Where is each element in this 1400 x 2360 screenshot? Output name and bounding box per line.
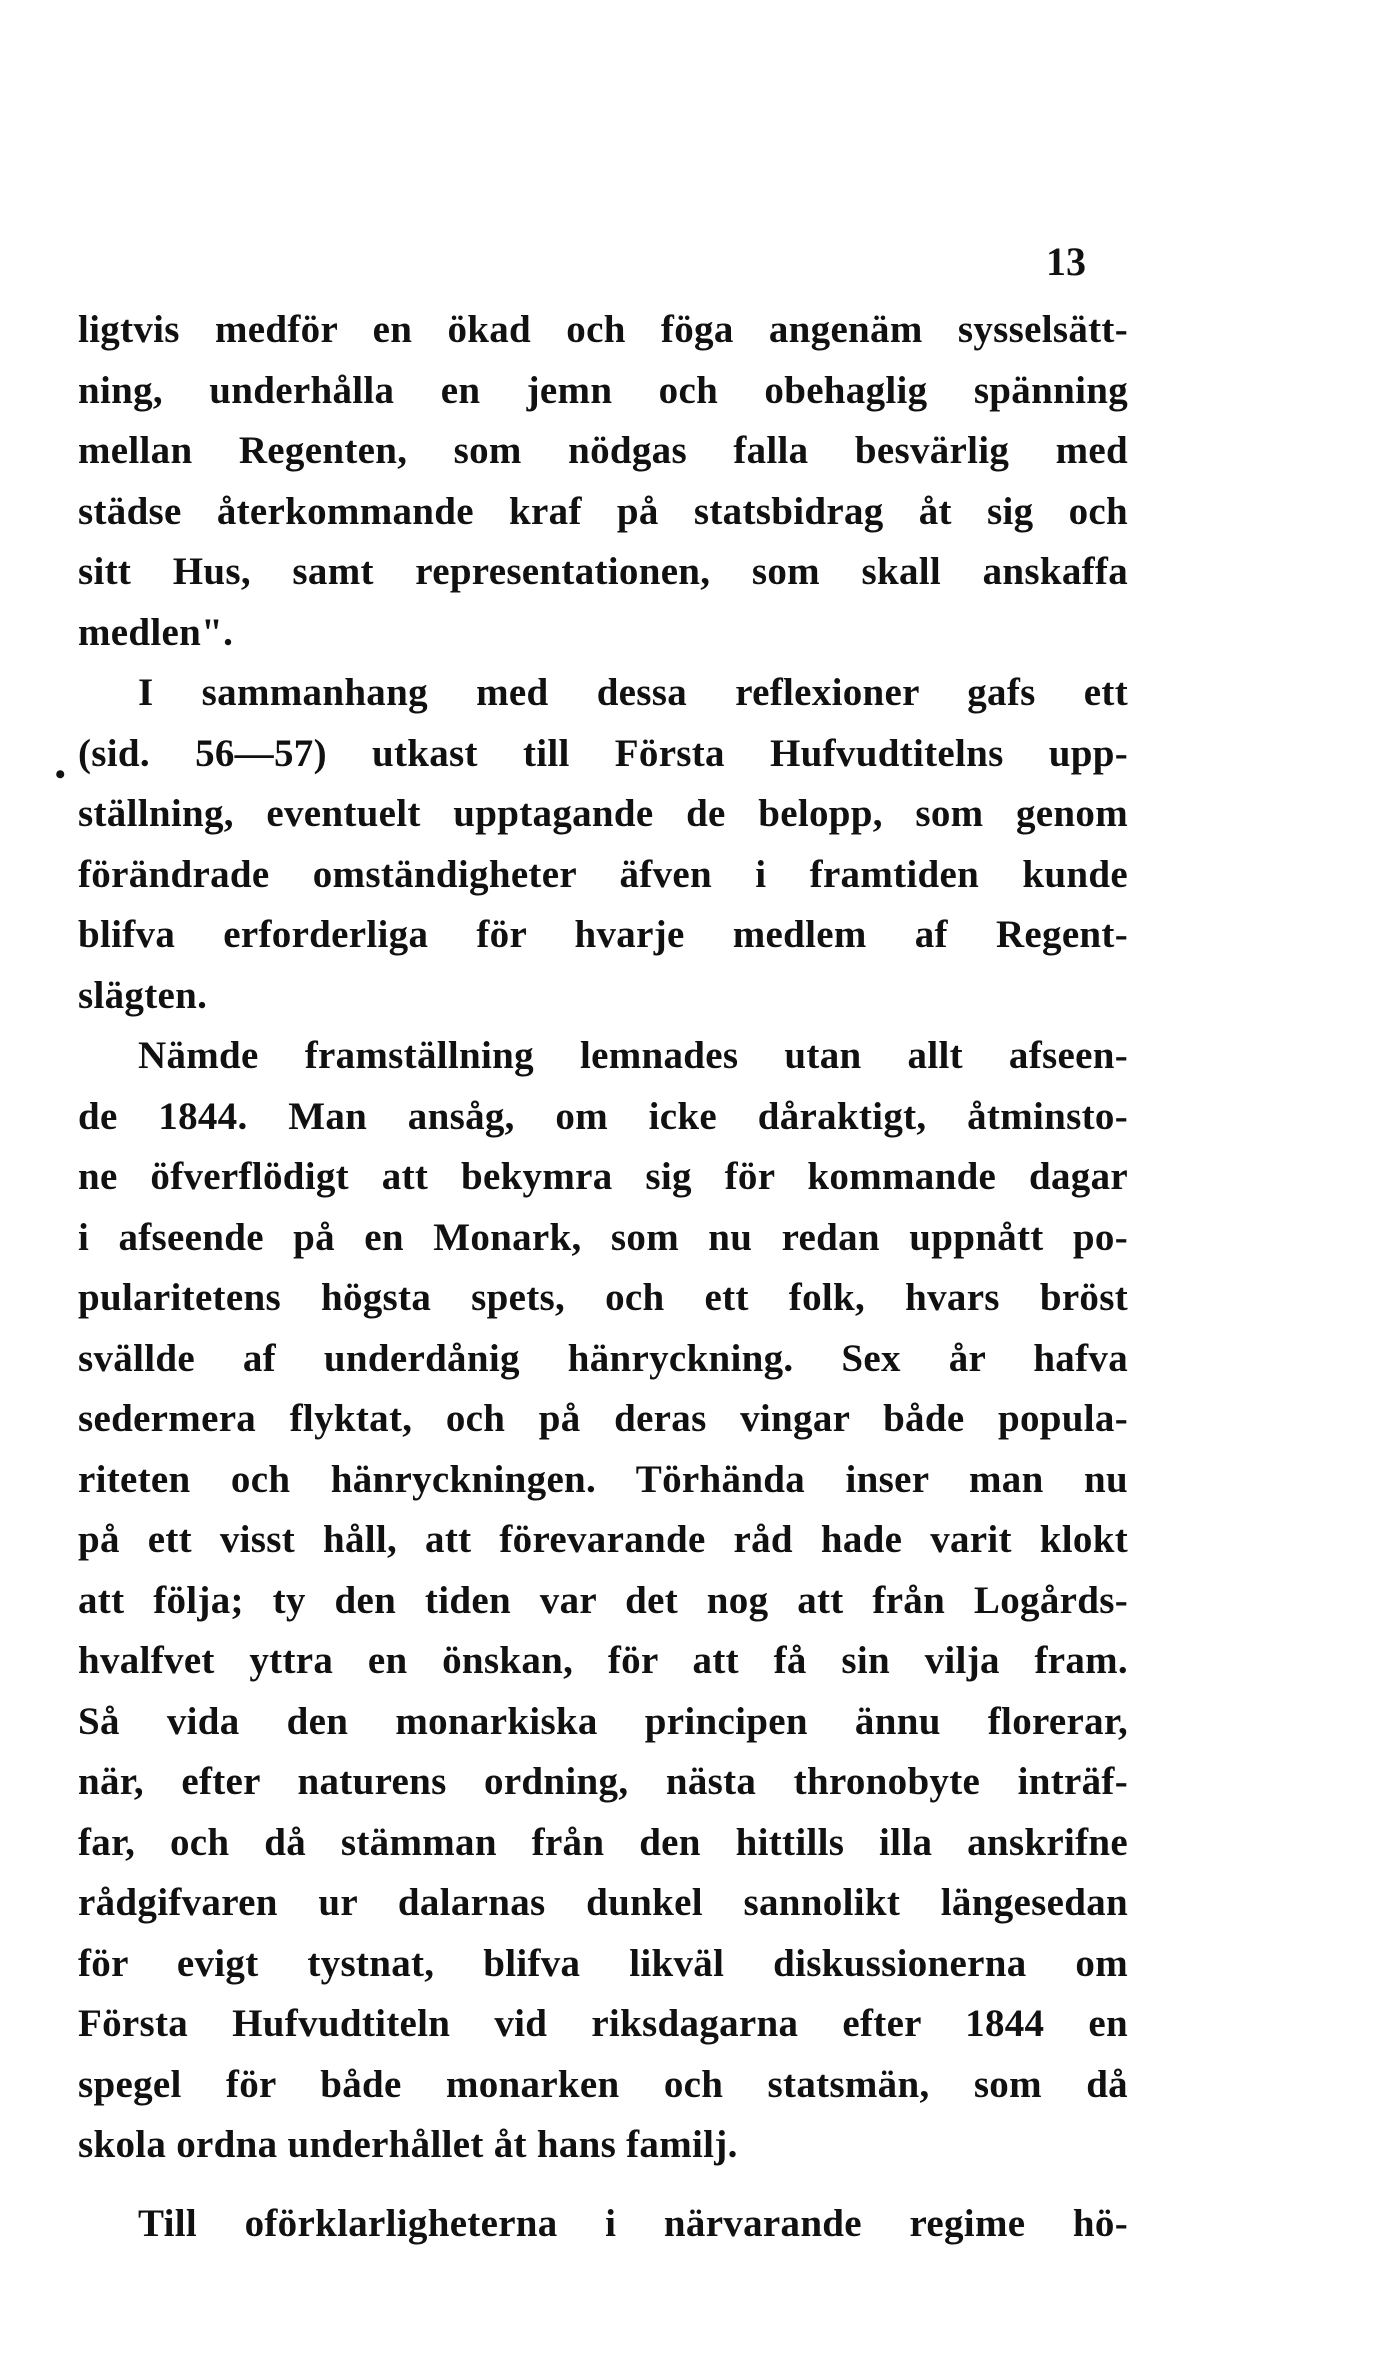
- text-line: mellan Regenten, som nödgas falla besvärlig med: [78, 429, 1128, 472]
- paragraph-2: [78, 663, 1128, 1026]
- text-line: när, efter naturens ordning, nästa thronobyte inträf-: [78, 1760, 1128, 1803]
- text-line: Nämde framställning lemnades utan allt afseen-: [138, 1034, 1128, 1077]
- text-line: i afseende på en Monark, som nu redan uppnått po-: [78, 1215, 1128, 1259]
- text-line: ställning, eventuelt upptagande de belopp, som genom: [78, 792, 1128, 835]
- text-line: för evigt tystnat, blifva likväl diskussionerna om: [78, 1941, 1128, 1985]
- margin-mark: •: [55, 758, 66, 791]
- text-line: blifva erforderliga för hvarje medlem af Regent-: [78, 913, 1128, 956]
- text-line: förändrade omständigheter äfven i framtiden kunde: [78, 852, 1128, 896]
- page-number: 13: [1046, 239, 1086, 284]
- text-line: sitt Hus, samt representationen, som skall anskaffa: [78, 550, 1128, 593]
- text-line: Första Hufvudtiteln vid riksdagarna efter 1844 en: [78, 2002, 1128, 2045]
- text-line: medlen".: [78, 610, 234, 654]
- text-line: på ett visst håll, att förevarande råd hade varit klokt: [78, 1518, 1128, 1561]
- body-text: [78, 300, 1128, 2254]
- text-line: rådgifvaren ur dalarnas dunkel sannolikt längesedan: [78, 1881, 1128, 1924]
- text-line: de 1844. Man ansåg, om icke dåraktigt, åtminsto-: [78, 1094, 1128, 1138]
- text-line: spegel för både monarken och statsmän, som då: [78, 2062, 1128, 2106]
- text-line: riteten och hänryckningen. Törhända inser man nu: [78, 1457, 1128, 1501]
- text-line: ning, underhålla en jemn och obehaglig spänning: [78, 368, 1128, 412]
- paragraph-3: [78, 1026, 1128, 2176]
- text-line: svällde af underdånig hänryckning. Sex år hafva: [78, 1336, 1128, 1380]
- text-line: hvalfvet yttra en önskan, för att få sin vilja fram.: [78, 1639, 1128, 1682]
- text-line: far, och då stämman från den hittills illa anskrifne: [78, 1820, 1128, 1864]
- text-line: I sammanhang med dessa reflexioner gafs ett: [138, 671, 1128, 714]
- text-line: ligtvis medför en ökad och föga angenäm sysselsätt-: [78, 308, 1128, 351]
- text-line: skola ordna underhållet åt hans familj.: [78, 2123, 738, 2166]
- text-line: städse återkommande kraf på statsbidrag åt sig och: [78, 489, 1128, 533]
- paragraph-1: [78, 300, 1128, 663]
- text-line: sedermera flyktat, och på deras vingar både popula-: [78, 1397, 1128, 1440]
- text-line: (sid. 56—57) utkast till Första Hufvudtitelns upp-: [78, 731, 1128, 775]
- text-line: Så vida den monarkiska principen ännu florerar,: [78, 1699, 1128, 1743]
- text-line: att följa; ty den tiden var det nog att från Logårds-: [78, 1578, 1128, 1622]
- text-line: slägten.: [78, 973, 208, 1017]
- text-line: pularitetens högsta spets, och ett folk, hvars bröst: [78, 1276, 1128, 1319]
- text-line: Till oförklarligheterna i närvarande regime hö-: [138, 2201, 1128, 2245]
- paragraph-4: [78, 2194, 1128, 2255]
- text-line: ne öfverflödigt att bekymra sig för kommande dagar: [78, 1155, 1128, 1198]
